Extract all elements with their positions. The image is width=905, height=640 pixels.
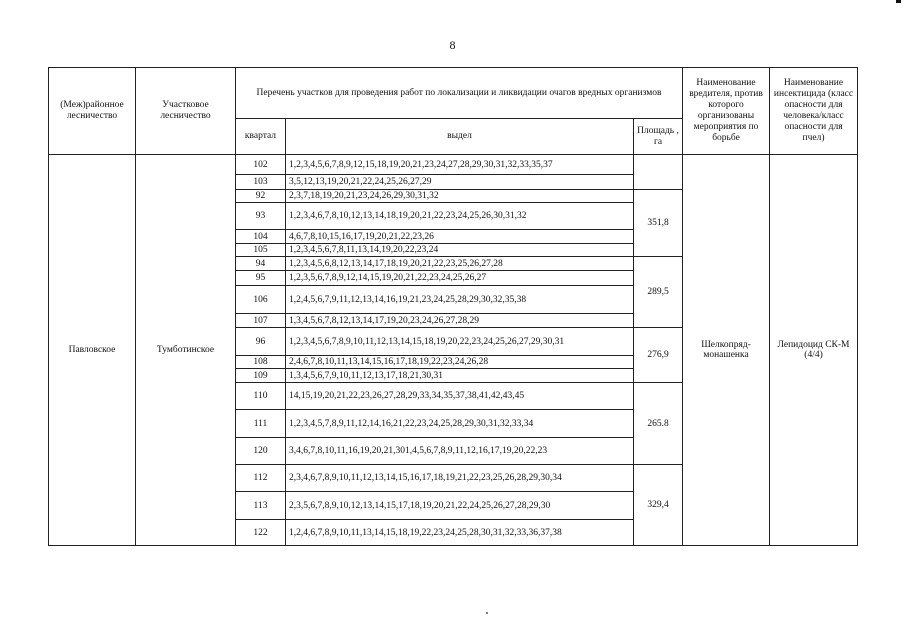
header-forestry-district: (Меж)районное лесничество xyxy=(49,68,136,155)
allotment-cell: 2,3,7,18,19,20,21,23,24,26,29,30,31,32 xyxy=(286,190,634,203)
table-row xyxy=(49,155,858,175)
quarter-cell: 110 xyxy=(236,383,286,410)
allotment-cell: 2,4,6,7,8,10,11,13,14,15,16,17,18,19,22,23,24,26,28 xyxy=(286,356,634,369)
header-quarter: квартал xyxy=(236,119,286,155)
quarter-cell: 96 xyxy=(236,328,286,356)
allotment-cell: 2,3,4,6,7,8,9,10,11,12,13,14,15,16,17,18,19,21,22,23,25,26,28,29,30,34 xyxy=(286,465,634,492)
header-plots-list: Перечень участков для проведения работ по локализации и ликвидации очагов вредных организмов xyxy=(236,68,683,119)
quarter-cell: 120 xyxy=(236,438,286,465)
quarter-cell: 95 xyxy=(236,271,286,286)
quarter-cell: 109 xyxy=(236,369,286,383)
allotment-cell: 1,2,4,6,7,8,9,10,11,13,14,15,18,19,22,23,24,25,28,30,31,32,33,36,37,38 xyxy=(286,520,634,546)
area-cell: 329,4 xyxy=(634,465,683,546)
table-body xyxy=(49,155,858,546)
allotment-cell: 3,5,12,13,19,20,21,22,24,25,26,27,29 xyxy=(286,175,634,190)
quarter-cell: 112 xyxy=(236,465,286,492)
district-cell: Павловское xyxy=(49,155,136,546)
allotment-cell: 1,2,3,4,5,6,7,8,9,10,11,12,13,14,15,18,19,20,22,23,24,25,26,27,29,30,31 xyxy=(286,328,634,356)
area-cell: 351,8 xyxy=(634,190,683,257)
quarter-cell: 94 xyxy=(236,257,286,271)
header-sub-forestry: Участковое лесничество xyxy=(136,68,236,155)
quarter-cell: 93 xyxy=(236,203,286,230)
quarter-cell: 107 xyxy=(236,314,286,328)
pest-cell: Шелкопряд-монашенка xyxy=(683,155,770,546)
header-allotment: выдел xyxy=(286,119,634,155)
quarter-cell: 106 xyxy=(236,286,286,314)
header-area: Площадь , га xyxy=(634,119,683,155)
allotment-cell: 14,15,19,20,21,22,23,26,27,28,29,33,34,35,37,38,41,42,43,45 xyxy=(286,383,634,410)
sub-district-cell: Тумботинское xyxy=(136,155,236,546)
allotment-cell: 1,2,3,5,6,7,8,9,12,14,15,19,20,21,22,23,24,25,26,27 xyxy=(286,271,634,286)
quarter-cell: 102 xyxy=(236,155,286,175)
allotment-cell: 1,2,3,4,5,6,8,12,13,14,17,18,19,20,21,22,23,25,26,27,28 xyxy=(286,257,634,271)
scan-speck xyxy=(486,612,488,614)
area-cell xyxy=(634,155,683,190)
quarter-cell: 108 xyxy=(236,356,286,369)
quarter-cell: 113 xyxy=(236,492,286,520)
header-insecticide: Наименование инсектицида (класс опасности для человека/класс опасности для пчел) xyxy=(770,68,858,155)
allotment-cell: 1,2,3,4,6,7,8,10,12,13,14,18,19,20,21,22,23,24,25,26,30,31,32 xyxy=(286,203,634,230)
corner-mark xyxy=(896,0,901,3)
allotment-cell: 1,2,3,4,5,6,7,8,11,13,14,19,20,22,23,24 xyxy=(286,244,634,257)
quarter-cell: 122 xyxy=(236,520,286,546)
quarter-cell: 105 xyxy=(236,244,286,257)
quarter-cell: 111 xyxy=(236,410,286,438)
allotment-cell: 4,6,7,8,10,15,16,17,19,20,21,22,23,26 xyxy=(286,230,634,244)
plots-table xyxy=(48,67,858,546)
allotment-cell: 1,2,4,5,6,7,9,11,12,13,14,16,19,21,23,24,25,28,29,30,32,35,38 xyxy=(286,286,634,314)
page-number: 8 xyxy=(449,38,456,52)
quarter-cell: 92 xyxy=(236,190,286,203)
allotment-cell: 1,2,3,4,5,7,8,9,11,12,14,16,21,22,23,24,25,28,29,30,31,32,33,34 xyxy=(286,410,634,438)
area-cell: 276,9 xyxy=(634,328,683,383)
quarter-cell: 103 xyxy=(236,175,286,190)
area-cell: 289,5 xyxy=(634,257,683,328)
allotment-cell: 1,3,4,5,6,7,9,10,11,12,13,17,18,21,30,31 xyxy=(286,369,634,383)
allotment-cell: 1,3,4,5,6,7,8,12,13,14,17,19,20,23,24,26,27,28,29 xyxy=(286,314,634,328)
quarter-cell: 104 xyxy=(236,230,286,244)
area-cell: 265.8 xyxy=(634,383,683,465)
insecticide-cell: Лепидоцид СК-М (4/4) xyxy=(770,155,858,546)
allotment-cell: 1,2,3,4,5,6,7,8,9,12,15,18,19,20,21,23,24,27,28,29,30,31,32,33,35,37 xyxy=(286,155,634,175)
allotment-cell: 3,4,6,7,8,10,11,16,19,20,21,301,4,5,6,7,8,9,11,12,16,17,19,20,22,23 xyxy=(286,438,634,465)
allotment-cell: 2,3,5,6,7,8,9,10,12,13,14,15,17,18,19,20,21,22,24,25,26,27,28,29,30 xyxy=(286,492,634,520)
header-pest: Наименование вредителя, против которого организованы мероприятия по борьбе xyxy=(683,68,770,155)
